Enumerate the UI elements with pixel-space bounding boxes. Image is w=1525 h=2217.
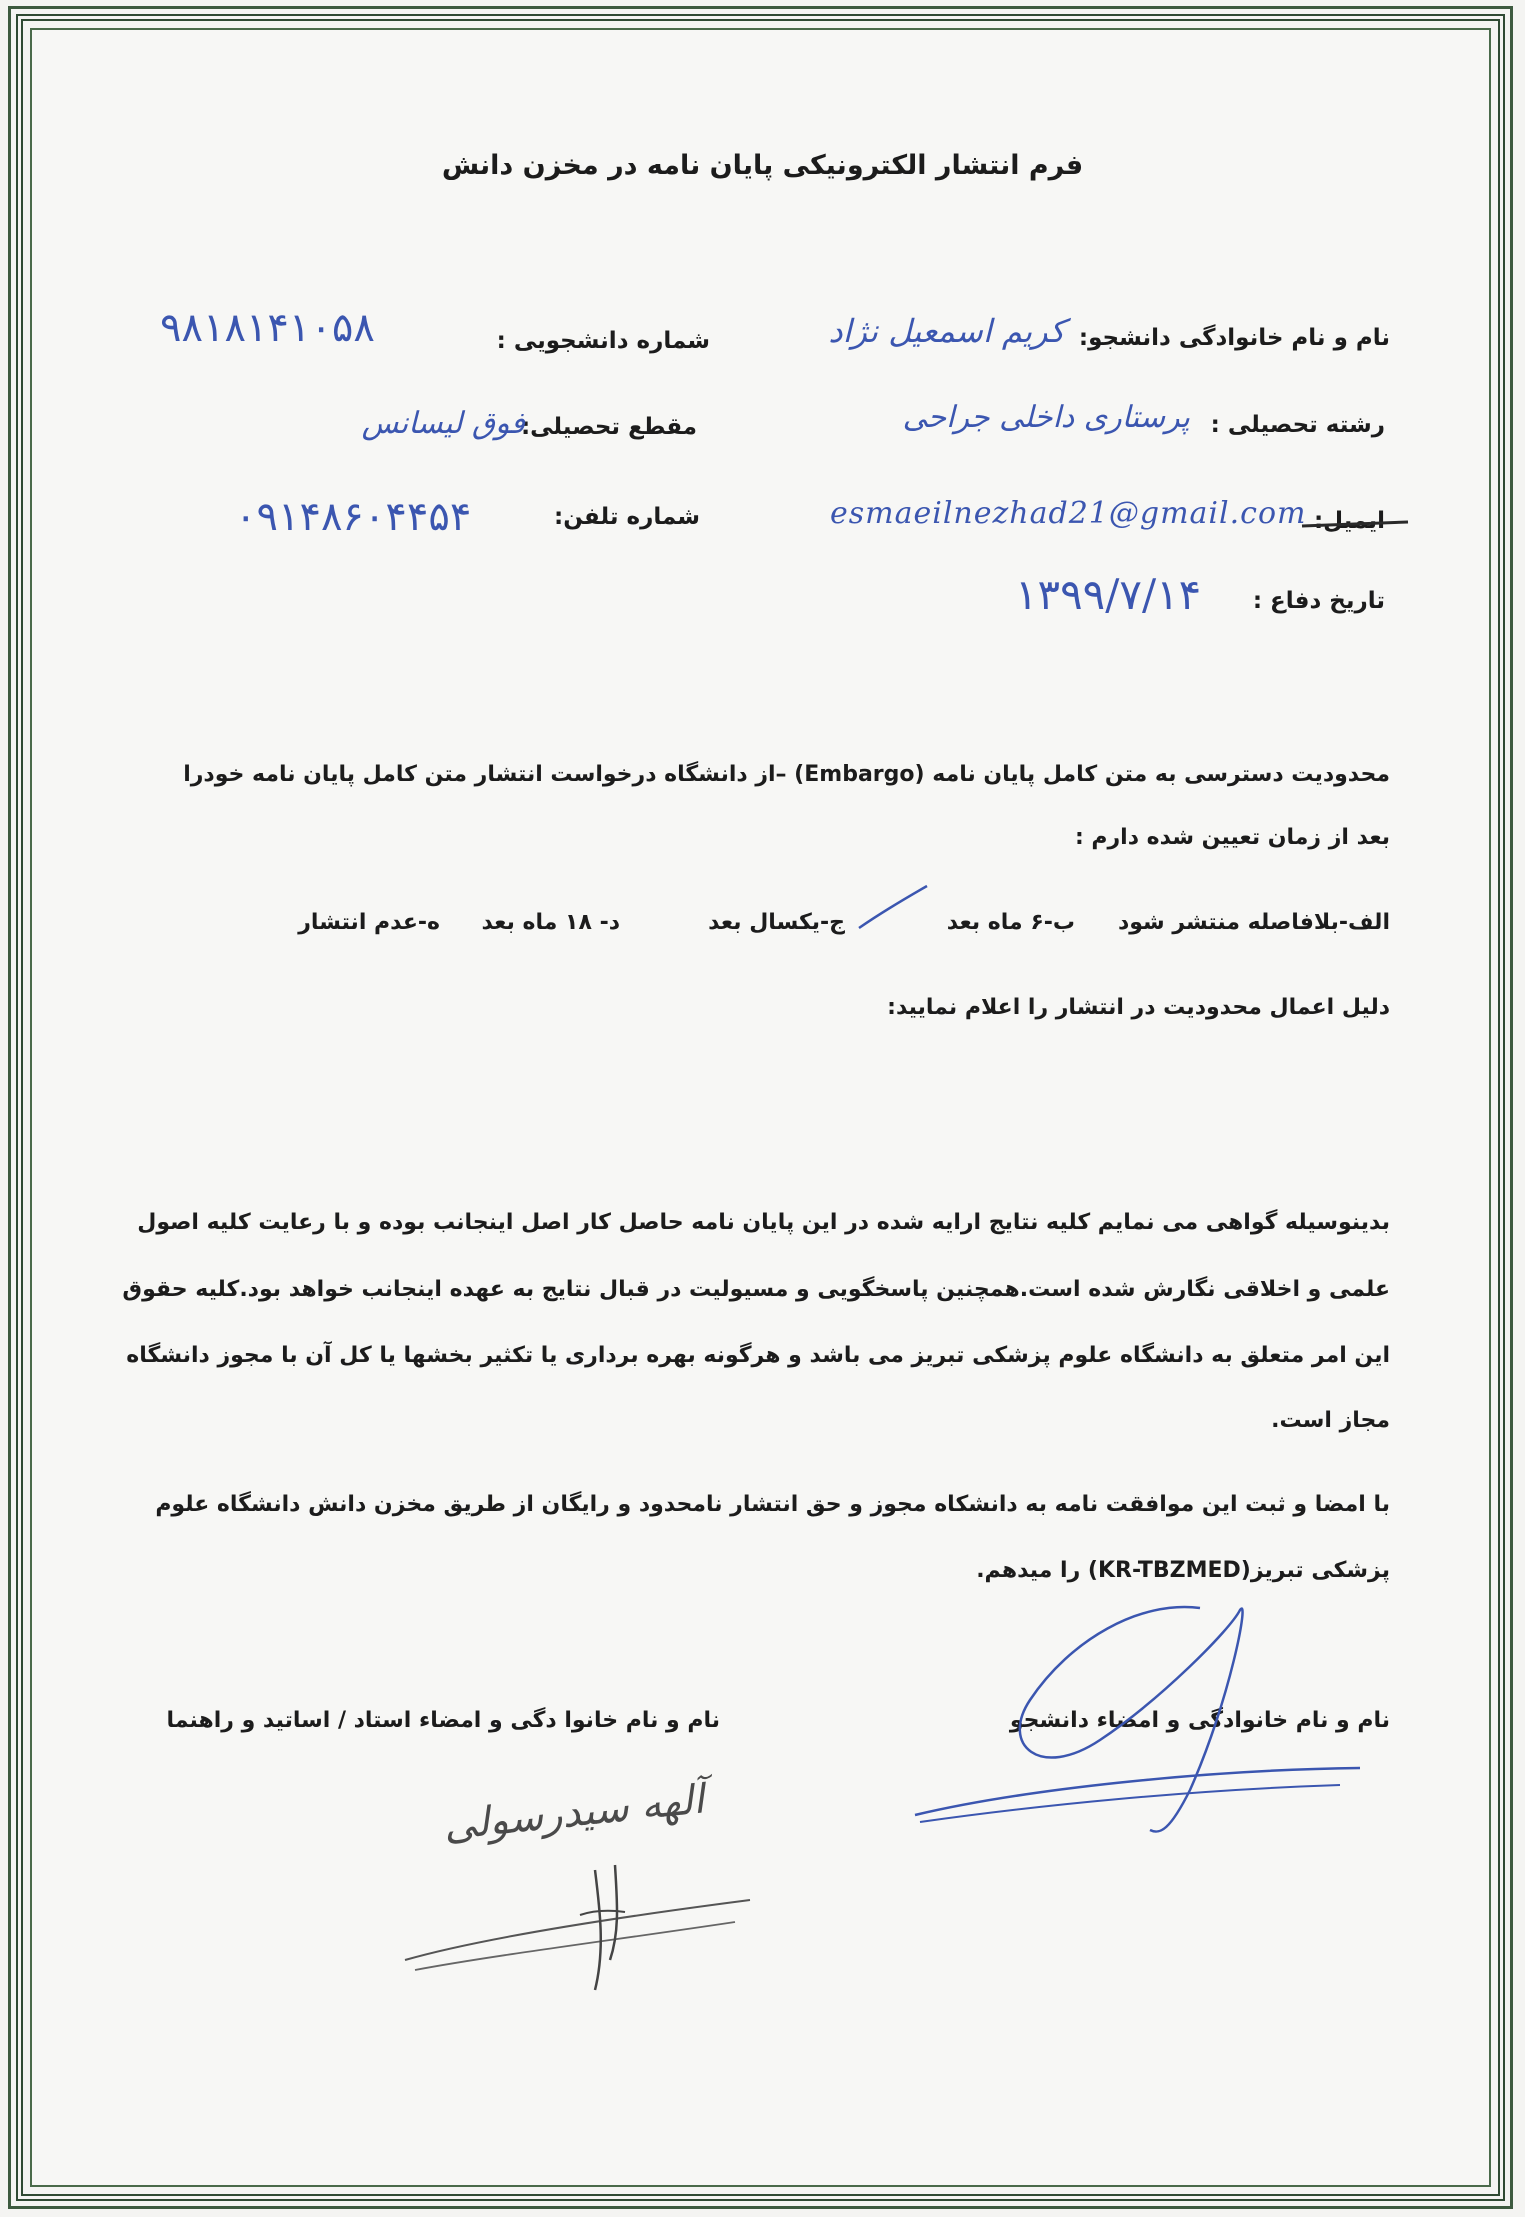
selected-option-checkmark — [855, 880, 935, 940]
student-id-label: شماره دانشجویی : — [496, 328, 710, 354]
declaration-line-3: این امر متعلق به دانشگاه علوم پزشکی تبریز می باشد و هرگونه بهره برداری یا تکثیر بخشها یا کل آن با مجوز دانشگاه — [126, 1343, 1390, 1368]
embargo-line-1: محدودیت دسترسی به متن کامل پایان نامه (Embargo) –از دانشگاه درخواست انتشار متن کامل پایان نامه خودرا — [183, 762, 1390, 787]
defense-date-value: ۱۳۹۹/۷/۱۴ — [1015, 570, 1202, 619]
embargo-option-1-year[interactable]: ج-یکسال بعد — [708, 910, 845, 935]
degree-value: فوق لیسانس — [361, 406, 525, 441]
declaration-line-4: مجاز است. — [1271, 1408, 1390, 1433]
student-signature — [900, 1590, 1380, 1840]
email-value: esmaeilnezhad21@gmail.com — [830, 496, 1307, 531]
embargo-line-2: بعد از زمان تعیین شده دارم : — [1074, 825, 1390, 850]
defense-date-label: تاریخ دفاع : — [1252, 588, 1385, 614]
consent-line-2: پزشکی تبریز(KR-TBZMED) را میدهم. — [976, 1558, 1390, 1583]
major-value: پرستاری داخلی جراحی — [902, 400, 1190, 435]
embargo-reason-label: دلیل اعمال محدودیت در انتشار را اعلام نمایید: — [887, 995, 1390, 1020]
declaration-line-1: بدینوسیله گواهی می نمایم کلیه نتایج ارایه شده در این پایان نامه حاصل کار اصل اینجانب بوده و با رعایت کلیه اصول — [137, 1210, 1390, 1235]
degree-label: مقطع تحصیلی: — [520, 414, 697, 440]
consent-line-1: با امضا و ثبت این موافقت نامه به دانشکاه مجوز و حق انتشار نامحدود و رایگان از طریق مخزن دانش دانشگاه علوم — [155, 1492, 1390, 1517]
embargo-option-immediate[interactable]: الف-بلافاصله منتشر شود — [1117, 910, 1390, 935]
form-title: فرم انتشار الکترونیکی پایان نامه در مخزن دانش — [441, 150, 1084, 181]
student-signature-label: نام و نام خانوادگی و امضاء دانشجو — [1009, 1708, 1390, 1733]
student-name-value: کریم اسمعیل نژاد — [828, 312, 1065, 350]
email-label-strikethrough — [1300, 508, 1410, 538]
supervisor-signature-label: نام و نام خانوا دگی و امضاء استاد / اساتید و راهنما — [166, 1708, 720, 1733]
phone-value: ۰۹۱۴۸۶۰۴۴۵۴ — [235, 494, 472, 540]
student-name-label: نام و نام خانوادگی دانشجو: — [1078, 325, 1390, 351]
phone-label: شماره تلفن: — [554, 504, 700, 530]
embargo-option-6-months[interactable]: ب-۶ ماه بعد — [946, 910, 1075, 935]
embargo-option-no-publish[interactable]: ه-عدم انتشار — [298, 910, 440, 935]
supervisor-handwritten-name: آلهه سیدرسولی — [441, 1776, 707, 1850]
major-label: رشته تحصیلی : — [1210, 412, 1385, 438]
embargo-option-18-months[interactable]: د- ۱۸ ماه بعد — [481, 910, 620, 935]
supervisor-signature — [395, 1860, 765, 2010]
student-id-value: ۹۸۱۸۱۴۱۰۵۸ — [160, 305, 375, 351]
email-label: ایمیل: — [1313, 508, 1385, 534]
declaration-line-2: علمی و اخلاقی نگارش شده است.همچنین پاسخگویی و مسیولیت در قبال نتایج به عهده اینجانب خواهد بود.کلیه حقوق — [122, 1277, 1390, 1302]
